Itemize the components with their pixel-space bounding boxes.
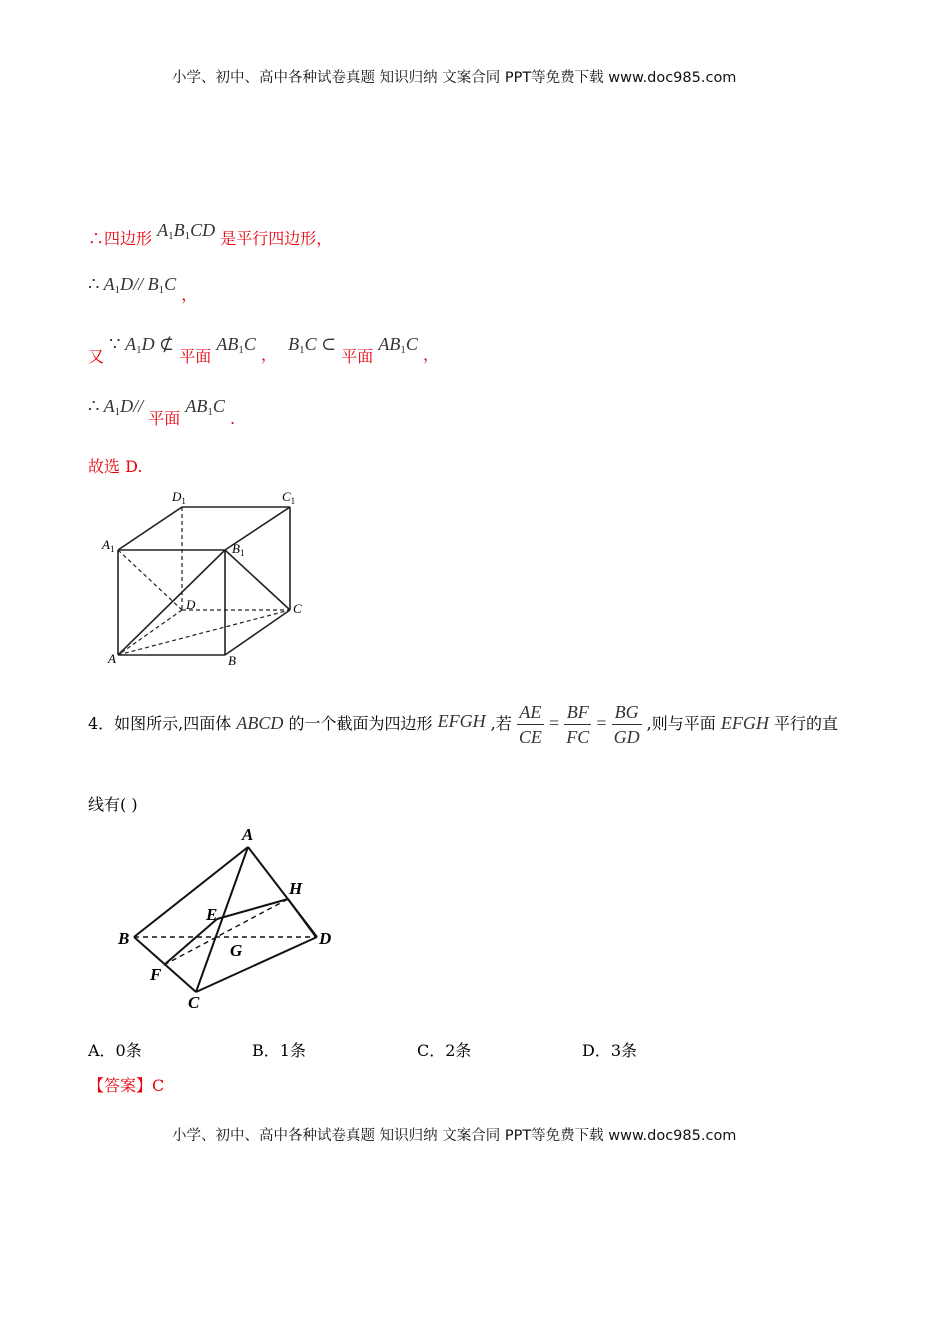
solution-line-3: 又 ∵ A1D ⊄ 平面 AB1C ， B1C ⊂ 平面 AB1C ，: [88, 334, 439, 366]
option-d: D．3条: [582, 1041, 638, 1060]
option-b: B．1条: [252, 1041, 306, 1060]
solution-line-2: ∴ A1D// B1C ，: [88, 274, 198, 304]
solution-line-1: [88, 220, 333, 249]
label-D: D: [319, 929, 332, 948]
option-c: C．2条: [417, 1041, 472, 1060]
text: ∴四边形: [88, 229, 153, 248]
label-A: A: [242, 825, 254, 844]
choose-answer: 故选 D.: [88, 457, 143, 476]
math-a1d-parallel-b1c: ∴ A1D// B1C: [88, 274, 177, 296]
label-d: D: [186, 597, 196, 612]
label-C: C: [188, 993, 200, 1012]
label-a: A: [108, 651, 116, 666]
label-B: B: [118, 929, 130, 948]
solution-line-4: ∴ A1D// 平面 AB1C .: [88, 396, 236, 428]
option-a: A．0条: [88, 1041, 142, 1060]
cube-figure: [100, 485, 330, 670]
label-G: G: [230, 941, 243, 960]
fraction-bg-gd: $\frac{BG}{GD}$: [613, 702, 640, 747]
question-4-line2: 线有( ): [88, 795, 138, 814]
label-F: F: [150, 965, 162, 984]
tetrahedron-figure: [112, 822, 347, 1012]
label-a1: $A_1$: [102, 537, 115, 554]
text: 是平行四边形，: [220, 229, 333, 248]
label-d1: $D_1$: [172, 489, 186, 506]
label-c: C: [293, 601, 302, 616]
fraction-ae-ce: $\frac{AE}{CE}$: [518, 702, 542, 747]
label-b: B: [228, 653, 236, 668]
fraction-bf-fc: $\frac{BF}{FC}$: [566, 702, 590, 747]
tetrahedron-diagram: [112, 822, 347, 1012]
question-4: 4．如图所示,四面体 ABCD 的一个截面为四边形 EFGH ,若 $\frac{AE}{CE}$ = $\frac{BF}{FC}$ = $\frac{BG}{GD}$ ,则与平面 EFGH 平行的直: [88, 702, 838, 747]
answer-line: 【答案】C: [88, 1076, 165, 1095]
math-a1b1cd: A1B1CD: [157, 220, 216, 242]
page-header: 小学、初中、高中各种试卷真题 知识归纳 文案合同 PPT等免费下载 www.doc985.com: [172, 70, 737, 86]
label-c1: $C_1$: [282, 489, 296, 506]
label-b1: $B_1$: [232, 541, 245, 558]
cube-diagram: [100, 485, 330, 670]
page-footer: 小学、初中、高中各种试卷真题 知识归纳 文案合同 PPT等免费下载 www.doc985.com: [172, 1128, 737, 1144]
label-H: H: [289, 879, 303, 898]
label-E: E: [206, 905, 218, 924]
